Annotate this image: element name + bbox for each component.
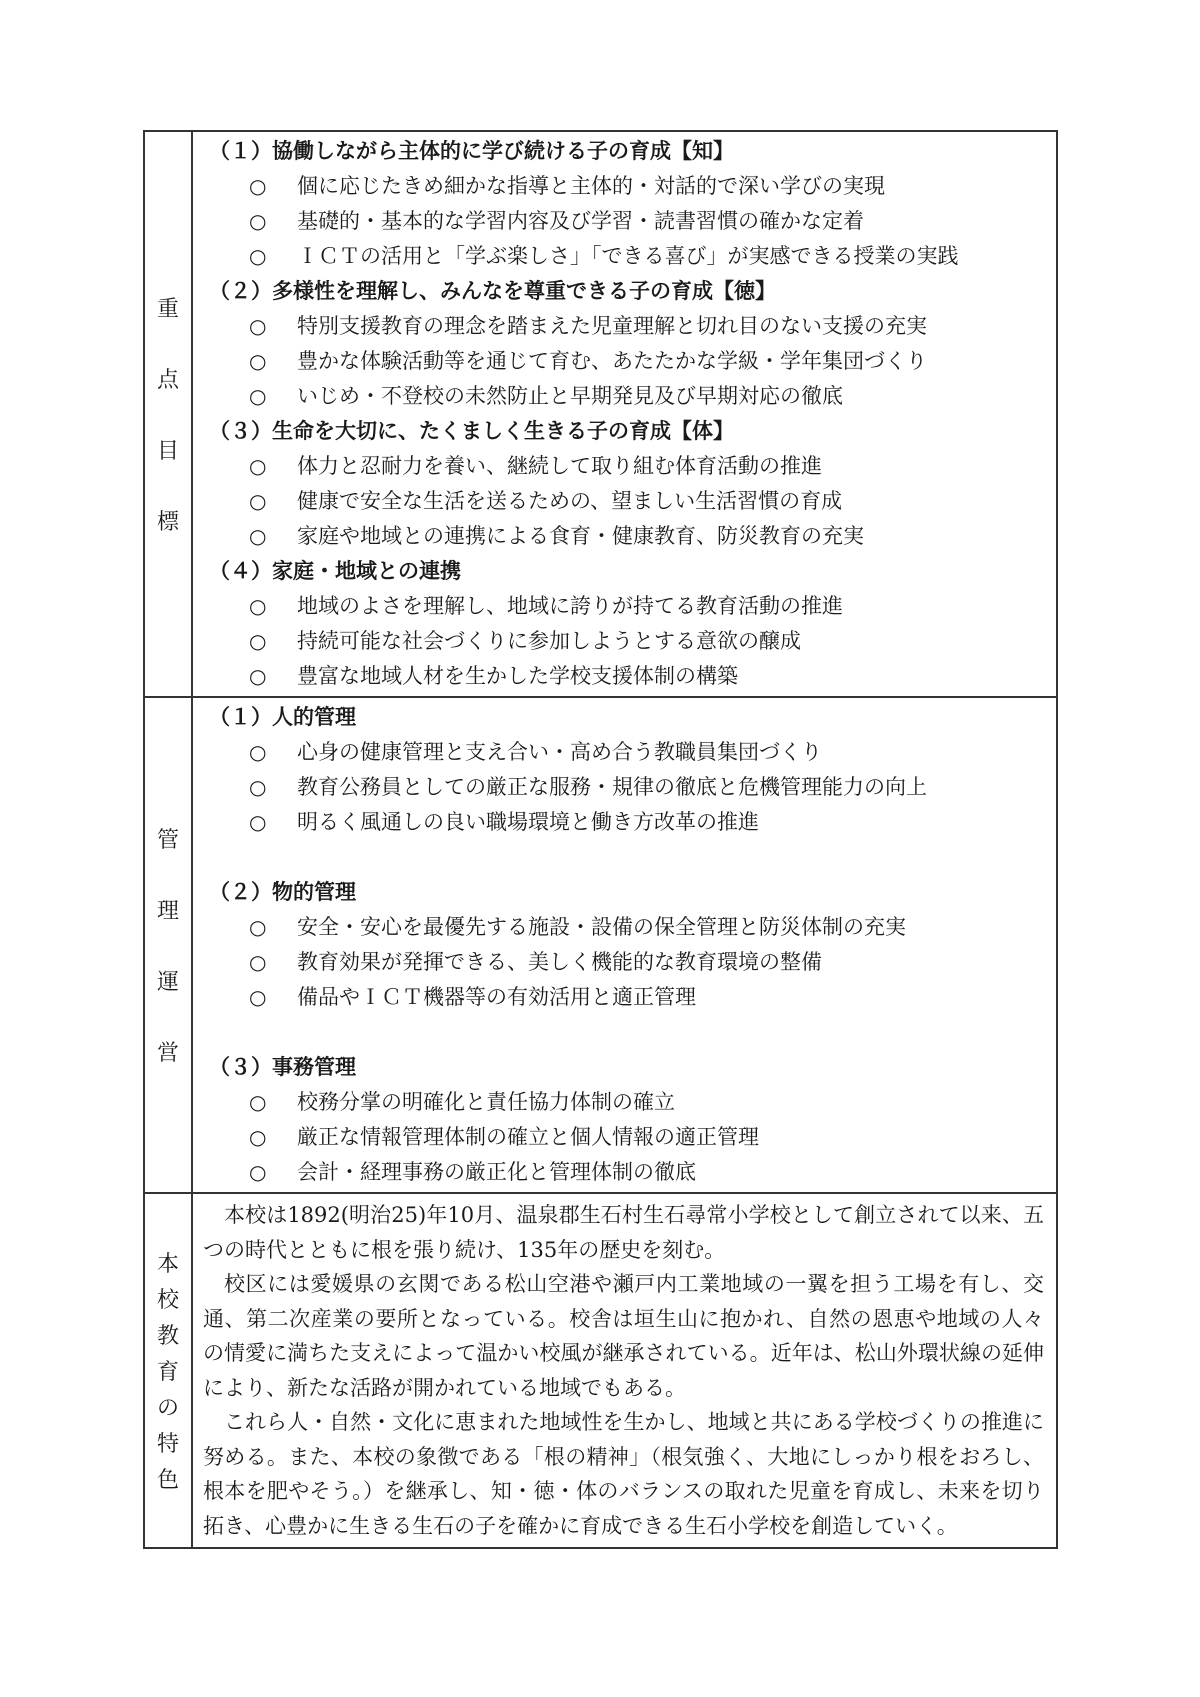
- goals-label-char: 標: [156, 510, 179, 535]
- list-item-text: 健康で安全な生活を送るための、望ましい生活習慣の育成: [297, 489, 843, 513]
- features-label-char: 本: [156, 1252, 179, 1277]
- list-item: [209, 624, 1048, 659]
- section-heading: （１）協働しながら主体的に学び続ける子の育成【知】: [209, 139, 734, 163]
- list-item-text: 備品やＩＣＴ機器等の有効活用と適正管理: [297, 985, 696, 1009]
- list-item: [209, 980, 1048, 1015]
- list-item-text: 基礎的・基本的な学習内容及び学習・読書習慣の確かな定着: [297, 209, 864, 233]
- goals-label: [145, 292, 191, 536]
- list-item-text: 安全・安心を最優先する施設・設備の保全管理と防災体制の充実: [297, 915, 906, 939]
- list-item-text: 豊富な地域人材を生かした学校支援体制の構築: [297, 664, 738, 688]
- features-content: [192, 1193, 1057, 1548]
- list-item: [209, 1120, 1048, 1155]
- circle-bullet-icon: ○: [249, 664, 267, 688]
- list-item-text: 会計・経理事務の厳正化と管理体制の徹底: [297, 1160, 696, 1184]
- section-heading: （１）人的管理: [209, 705, 356, 729]
- circle-bullet-icon: ○: [249, 594, 267, 618]
- list-item: [209, 1155, 1048, 1190]
- features-label-char: 校: [156, 1288, 179, 1313]
- management-content: [192, 697, 1057, 1193]
- features-label-char: 特: [156, 1432, 179, 1457]
- feature-paragraph: 校区には愛媛県の玄関である松山空港や瀬戸内工業地域の一翼を担う工場を有し、交通、第二次産業の要所となっている。校舎は垣生山に抱かれ、自然の恩恵や地域の人々の情愛に満ちた支えによって温かい校風が継承されている。近年は、松山外環状線の延伸により、新たな活路が開かれている地域でもある。: [203, 1272, 1044, 1400]
- features-label-char: 教: [156, 1324, 179, 1349]
- goals-label-char: 重: [156, 297, 179, 322]
- features-label-char: 色: [156, 1468, 179, 1493]
- list-item: [209, 344, 1048, 379]
- management-label-char: 運: [156, 970, 179, 995]
- circle-bullet-icon: ○: [249, 454, 267, 478]
- list-item: [209, 484, 1048, 519]
- circle-bullet-icon: ○: [249, 489, 267, 513]
- feature-paragraph: これら人・自然・文化に恵まれた地域性を生かし、地域と共にある学校づくりの推進に努める。また、本校の象徴である「根の精神」（根気強く、大地にしっかり根をおろし、根本を肥やそう。）を継承し、知・徳・体のバランスの取れた児童を育成し、未来を切り拓き、心豊かに生きる生石の子を確かに育成できる生石小学校を創造していく。: [203, 1410, 1044, 1538]
- section-heading: （２）多様性を理解し、みんなを尊重できる子の育成【徳】: [209, 279, 776, 303]
- section-heading: （４）家庭・地域との連携: [209, 559, 461, 583]
- features-label-cell: [144, 1193, 192, 1548]
- list-item-text: 豊かな体験活動等を通じて育む、あたたかな学級・学年集団づくり: [297, 349, 927, 373]
- circle-bullet-icon: ○: [249, 1125, 267, 1149]
- section-heading: （３）生命を大切に、たくましく生きる子の育成【体】: [209, 419, 734, 443]
- management-label: [145, 823, 191, 1067]
- list-item: [209, 519, 1048, 554]
- circle-bullet-icon: ○: [249, 629, 267, 653]
- list-item: [209, 659, 1048, 694]
- list-item: [209, 449, 1048, 484]
- list-item-text: 心身の健康管理と支え合い・高め合う教職員集団づくり: [297, 740, 822, 764]
- goals-label-cell: [144, 131, 192, 697]
- features-row: [144, 1193, 1057, 1548]
- list-item: [209, 204, 1048, 239]
- goals-row: [144, 131, 1057, 697]
- section-spacer: [209, 1015, 1048, 1050]
- list-item-text: 明るく風通しの良い職場環境と働き方改革の推進: [297, 810, 759, 834]
- section-heading: （２）物的管理: [209, 880, 356, 904]
- list-item: [209, 910, 1048, 945]
- circle-bullet-icon: ○: [249, 209, 267, 233]
- list-item: [209, 805, 1048, 840]
- circle-bullet-icon: ○: [249, 915, 267, 939]
- list-item: [209, 239, 1048, 274]
- goals-content: [192, 131, 1057, 697]
- list-item-text: 厳正な情報管理体制の確立と個人情報の適正管理: [297, 1125, 759, 1149]
- circle-bullet-icon: ○: [249, 384, 267, 408]
- list-item: [209, 735, 1048, 770]
- feature-paragraph: 本校は1892(明治25)年10月、温泉郡生石村生石尋常小学校として創立されて以来、五つの時代とともに根を張り続け、135年の歴史を刻む。: [203, 1203, 1044, 1262]
- list-item: [209, 379, 1048, 414]
- list-item-text: 教育公務員としての厳正な服務・規律の徹底と危機管理能力の向上: [297, 775, 927, 799]
- features-label-char: の: [156, 1396, 179, 1421]
- list-item-text: 校務分掌の明確化と責任協力体制の確立: [297, 1090, 675, 1114]
- circle-bullet-icon: ○: [249, 314, 267, 338]
- circle-bullet-icon: ○: [249, 985, 267, 1009]
- list-item-text: いじめ・不登校の未然防止と早期発見及び早期対応の徹底: [297, 384, 843, 408]
- section-heading: （３）事務管理: [209, 1055, 356, 1079]
- circle-bullet-icon: ○: [249, 244, 267, 268]
- management-label-cell: [144, 697, 192, 1193]
- features-label-char: 育: [156, 1360, 179, 1385]
- list-item-text: 特別支援教育の理念を踏まえた児童理解と切れ目のない支援の充実: [297, 314, 927, 338]
- goals-label-char: 目: [156, 439, 179, 464]
- features-label: [145, 1247, 191, 1494]
- list-item: [209, 770, 1048, 805]
- list-item: [209, 169, 1048, 204]
- circle-bullet-icon: ○: [249, 1090, 267, 1114]
- list-item-text: ＩＣＴの活用と「学ぶ楽しさ」「できる喜び」が実感できる授業の実践: [297, 244, 959, 268]
- circle-bullet-icon: ○: [249, 349, 267, 373]
- circle-bullet-icon: ○: [249, 524, 267, 548]
- list-item: [209, 309, 1048, 344]
- section-spacer: [209, 840, 1048, 875]
- list-item: [209, 589, 1048, 624]
- list-item: [209, 1085, 1048, 1120]
- list-item-text: 家庭や地域との連携による食育・健康教育、防災教育の充実: [297, 524, 864, 548]
- list-item-text: 持続可能な社会づくりに参加しようとする意欲の醸成: [297, 629, 801, 653]
- circle-bullet-icon: ○: [249, 950, 267, 974]
- management-label-char: 営: [156, 1041, 179, 1066]
- goals-label-char: 点: [156, 368, 179, 393]
- circle-bullet-icon: ○: [249, 775, 267, 799]
- management-label-char: 理: [156, 899, 179, 924]
- list-item-text: 体力と忍耐力を養い、継続して取り組む体育活動の推進: [297, 454, 822, 478]
- circle-bullet-icon: ○: [249, 174, 267, 198]
- circle-bullet-icon: ○: [249, 810, 267, 834]
- management-label-char: 管: [156, 828, 179, 853]
- policy-table: [143, 130, 1058, 1549]
- circle-bullet-icon: ○: [249, 740, 267, 764]
- list-item-text: 地域のよさを理解し、地域に誇りが持てる教育活動の推進: [297, 594, 843, 618]
- management-row: [144, 697, 1057, 1193]
- list-item: [209, 945, 1048, 980]
- circle-bullet-icon: ○: [249, 1160, 267, 1184]
- list-item-text: 個に応じたきめ細かな指導と主体的・対話的で深い学びの実現: [297, 174, 885, 198]
- list-item-text: 教育効果が発揮できる、美しく機能的な教育環境の整備: [297, 950, 822, 974]
